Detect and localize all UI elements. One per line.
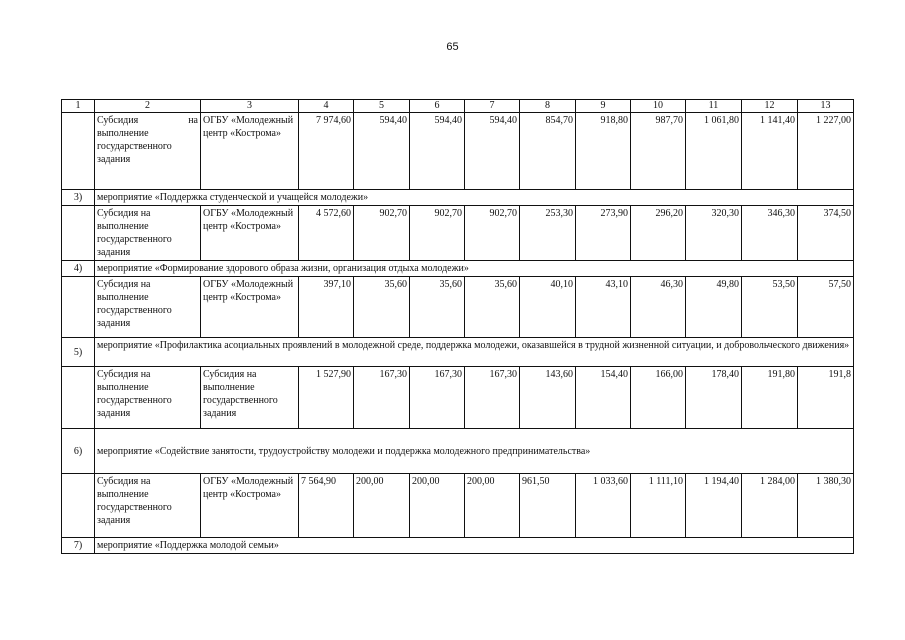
value-cell: 191,8 <box>798 367 854 429</box>
expense-name-cell: Субсидия на выполнение государственного задания <box>95 206 201 261</box>
event-row <box>62 338 854 367</box>
event-title-cell: мероприятие «Содействие занятости, трудоустройству молодежи и поддержка молодежного предпринимательства» <box>95 429 854 474</box>
value-cell: 902,70 <box>354 206 410 261</box>
event-row <box>62 429 854 474</box>
value-cell: 46,30 <box>631 277 686 338</box>
value-cell: 35,60 <box>410 277 465 338</box>
value-cell: 200,00 <box>465 474 520 538</box>
expense-name-first-line: Субсидия на <box>97 115 198 126</box>
value-cell: 346,30 <box>742 206 798 261</box>
value-cell: 374,50 <box>798 206 854 261</box>
index-cell <box>62 277 95 338</box>
value-cell: 902,70 <box>465 206 520 261</box>
header-cell: 6 <box>410 100 465 113</box>
header-cell: 4 <box>299 100 354 113</box>
expense-name-cell <box>95 113 201 190</box>
value-cell: 918,80 <box>576 113 631 190</box>
value-cell: 1 527,90 <box>299 367 354 429</box>
expense-name-cell: Субсидия на выполнение государственного задания <box>95 277 201 338</box>
value-cell: 320,30 <box>686 206 742 261</box>
organization-cell: Субсидия на выполнение государственного задания <box>201 367 299 429</box>
value-cell: 200,00 <box>354 474 410 538</box>
value-cell: 961,50 <box>520 474 576 538</box>
value-cell: 49,80 <box>686 277 742 338</box>
header-cell: 2 <box>95 100 201 113</box>
event-index-cell: 6) <box>62 429 95 474</box>
value-cell: 253,30 <box>520 206 576 261</box>
value-cell: 57,50 <box>798 277 854 338</box>
value-cell: 1 284,00 <box>742 474 798 538</box>
event-row <box>62 538 854 554</box>
header-cell: 3 <box>201 100 299 113</box>
value-cell: 1 227,00 <box>798 113 854 190</box>
table-row <box>62 474 854 538</box>
organization-cell: ОГБУ «Молодежный центр «Кострома» <box>201 206 299 261</box>
header-cell: 5 <box>354 100 410 113</box>
value-cell: 200,00 <box>410 474 465 538</box>
value-cell: 273,90 <box>576 206 631 261</box>
table-row <box>62 367 854 429</box>
value-cell: 143,60 <box>520 367 576 429</box>
value-cell: 167,30 <box>465 367 520 429</box>
value-cell: 4 572,60 <box>299 206 354 261</box>
organization-cell: ОГБУ «Молодежный центр «Кострома» <box>201 474 299 538</box>
header-cell: 12 <box>742 100 798 113</box>
value-cell: 166,00 <box>631 367 686 429</box>
event-title-cell: мероприятие «Поддержка молодой семьи» <box>95 538 854 554</box>
value-cell: 167,30 <box>354 367 410 429</box>
value-cell: 987,70 <box>631 113 686 190</box>
header-cell: 1 <box>62 100 95 113</box>
value-cell: 594,40 <box>465 113 520 190</box>
event-row <box>62 190 854 206</box>
index-cell <box>62 113 95 190</box>
expense-name-cell: Субсидия на выполнение государственного задания <box>95 367 201 429</box>
budget-table <box>61 99 854 554</box>
value-cell: 7 974,60 <box>299 113 354 190</box>
value-cell: 154,40 <box>576 367 631 429</box>
header-cell: 9 <box>576 100 631 113</box>
value-cell: 35,60 <box>465 277 520 338</box>
value-cell: 40,10 <box>520 277 576 338</box>
event-row <box>62 261 854 277</box>
value-cell: 178,40 <box>686 367 742 429</box>
value-cell: 35,60 <box>354 277 410 338</box>
table-row <box>62 113 854 190</box>
value-cell: 1 111,10 <box>631 474 686 538</box>
index-cell <box>62 474 95 538</box>
page-number: 65 <box>446 41 459 53</box>
value-cell: 1 194,40 <box>686 474 742 538</box>
value-cell: 594,40 <box>354 113 410 190</box>
index-cell <box>62 367 95 429</box>
value-cell: 296,20 <box>631 206 686 261</box>
event-title-cell: мероприятие «Поддержка студенческой и учащейся молодежи» <box>95 190 854 206</box>
expense-name-cell: Субсидия на выполнение государственного задания <box>95 474 201 538</box>
organization-cell: ОГБУ «Молодежный центр «Кострома» <box>201 113 299 190</box>
value-cell: 902,70 <box>410 206 465 261</box>
event-index-cell: 7) <box>62 538 95 554</box>
event-index-cell: 5) <box>62 338 95 367</box>
header-cell: 11 <box>686 100 742 113</box>
value-cell: 7 564,90 <box>299 474 354 538</box>
expense-name-rest: выполнение государственного задания <box>97 128 172 165</box>
event-title-cell: мероприятие «Формирование здорового образа жизни, организация отдыха молодежи» <box>95 261 854 277</box>
event-index-cell: 4) <box>62 261 95 277</box>
value-cell: 1 033,60 <box>576 474 631 538</box>
value-cell: 1 141,40 <box>742 113 798 190</box>
value-cell: 397,10 <box>299 277 354 338</box>
header-cell: 7 <box>465 100 520 113</box>
value-cell: 53,50 <box>742 277 798 338</box>
header-row <box>62 100 854 113</box>
value-cell: 167,30 <box>410 367 465 429</box>
value-cell: 1 380,30 <box>798 474 854 538</box>
value-cell: 594,40 <box>410 113 465 190</box>
value-cell: 191,80 <box>742 367 798 429</box>
table-row <box>62 277 854 338</box>
table-row <box>62 206 854 261</box>
header-cell: 13 <box>798 100 854 113</box>
event-index-cell: 3) <box>62 190 95 206</box>
header-cell: 8 <box>520 100 576 113</box>
organization-cell: ОГБУ «Молодежный центр «Кострома» <box>201 277 299 338</box>
event-title-cell: мероприятие «Профилактика асоциальных проявлений в молодежной среде, поддержка молодежи, оказавшейся в трудной жизненной ситуации, и добровольческого движения» <box>95 338 854 367</box>
value-cell: 43,10 <box>576 277 631 338</box>
header-cell: 10 <box>631 100 686 113</box>
value-cell: 1 061,80 <box>686 113 742 190</box>
index-cell <box>62 206 95 261</box>
value-cell: 854,70 <box>520 113 576 190</box>
